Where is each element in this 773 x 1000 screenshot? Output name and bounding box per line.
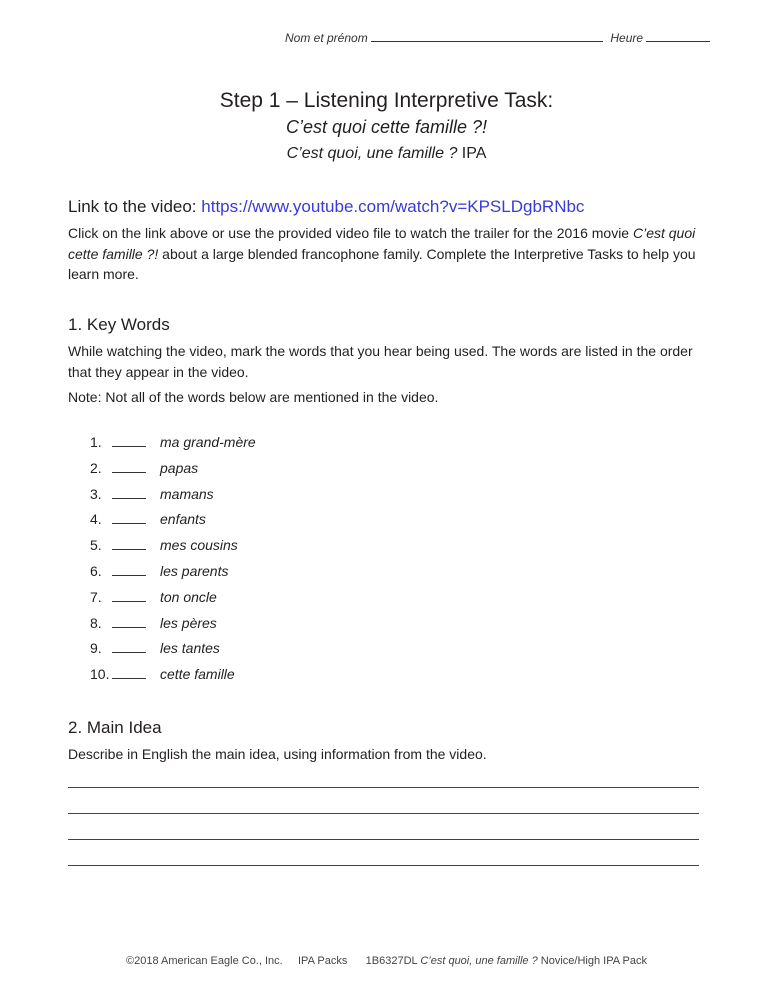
mark-blank[interactable] [112,591,146,602]
item-word: enfants [160,511,206,528]
key-words-note: Note: Not all of the words below are mentioned in the video. [68,389,439,405]
item-word: cette famille [160,666,235,683]
key-word-item [90,537,238,553]
intro-paragraph [68,223,708,285]
footer-title: C’est quoi, une famille ? [420,955,538,967]
mark-blank[interactable] [112,617,146,628]
mark-blank[interactable] [112,488,146,499]
footer-code: 1B6327DL [365,955,418,967]
key-words-heading: 1. Key Words [68,315,170,334]
video-link[interactable]: https://www.youtube.com/watch?v=KPSLDgbRNbc [201,197,585,216]
video-link-line [68,197,584,217]
intro-movie: C’est quoi cette famille ?! [68,225,696,262]
intro-text: Click on the link above or use the provided video file to watch the trailer for the 2016 movie [68,225,633,241]
answer-line[interactable] [68,787,699,788]
item-word: mes cousins [160,537,238,554]
key-word-item [90,615,217,631]
key-word-item [90,434,256,450]
mark-blank[interactable] [112,539,146,550]
item-number: 3. [90,485,102,502]
item-word: les parents [160,563,229,579]
main-idea-instructions: Describe in English the main idea, using information from the video. [68,746,487,762]
item-number: 2. [90,459,102,476]
time-label: Heure [610,31,644,45]
time-blank [646,31,710,42]
key-words-instructions: While watching the video, mark the words that you hear being used. The words are listed in the order that they appear in the video. [68,343,693,380]
key-word-item [90,563,228,579]
key-word-item [90,511,206,527]
footer-packs: IPA Packs [298,955,348,967]
item-word: mamans [160,485,214,502]
ipa-suffix: IPA [457,145,487,162]
key-word-item [90,486,214,502]
mark-blank[interactable] [112,436,146,447]
item-word: ma grand-mère [160,434,256,450]
footer-copyright: ©2018 American Eagle Co., Inc. [126,955,283,967]
video-link-label: Link to the video: [68,197,202,216]
name-blank [371,31,603,42]
item-number: 7. [90,588,102,605]
key-word-item [90,589,217,605]
item-word: papas [160,459,199,476]
item-word: les pères [160,614,217,631]
mark-blank[interactable] [112,668,146,679]
ipa-title: C’est quoi, une famille ? [286,145,458,162]
key-word-item [90,666,235,682]
item-number: 9. [90,640,102,657]
item-number: 8. [90,614,102,631]
item-number: 10. [90,666,110,683]
mark-blank[interactable] [112,642,146,653]
item-number: 6. [90,563,102,579]
item-number: 5. [90,537,102,554]
item-number: 4. [90,511,102,528]
header-fields [285,31,710,45]
mark-blank[interactable] [112,513,146,524]
main-idea-heading: 2. Main Idea [68,718,162,737]
mark-blank[interactable] [112,462,146,473]
answer-line[interactable] [68,865,699,866]
item-word: ton oncle [160,588,217,605]
footer-suffix: Novice/High IPA Pack [540,955,647,967]
answer-line[interactable] [68,813,699,814]
mark-blank[interactable] [112,565,146,576]
footer [0,955,773,967]
answer-line[interactable] [68,839,699,840]
item-word: les tantes [160,640,220,657]
intro-text-end: about a large blended francophone family. Complete the Interpretive Tasks to help you learn more. [68,245,696,282]
key-word-item [90,460,198,476]
item-number: 1. [90,434,102,450]
movie-subtitle: C’est quoi cette famille ?! [285,117,488,137]
ipa-subtitle [0,145,773,163]
key-word-item [90,640,220,656]
page-title: Step 1 – Listening Interpretive Task: [219,89,554,112]
name-label: Nom et prénom [285,31,368,45]
